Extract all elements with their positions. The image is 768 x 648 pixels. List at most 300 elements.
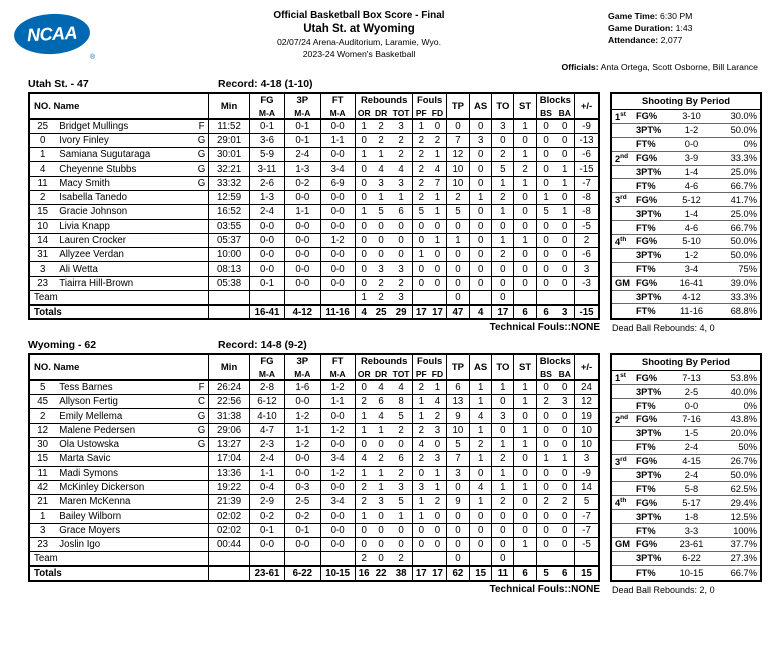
shooting-title: Shooting By Period	[612, 355, 760, 371]
cell-fd: 1	[429, 480, 446, 494]
cell-fd: 0	[429, 119, 446, 133]
cell-3p: 0-0	[285, 276, 320, 290]
cell-as: 0	[470, 509, 492, 523]
team-section-utah-st	[0, 78, 768, 333]
cell-fg: 2-6	[249, 176, 284, 190]
cell-3p: 1-1	[285, 205, 320, 219]
cell-tp: 0	[446, 552, 469, 566]
cell-ft: 0-0	[320, 438, 355, 452]
header-3p: 3P	[285, 354, 320, 368]
percentage: 53.8%	[730, 372, 757, 383]
made-attempted: 7-13	[682, 372, 701, 383]
cell-dr: 0	[373, 248, 390, 262]
header-st: ST	[514, 93, 536, 119]
made-attempted: 1-8	[684, 511, 699, 522]
header-fg: FG	[249, 93, 284, 107]
cell-to: 3	[492, 409, 514, 423]
cell-no: 25	[29, 119, 55, 133]
row-label: Team	[29, 291, 209, 305]
percentage: 68.8%	[730, 306, 757, 317]
stat-label: FG%	[636, 497, 658, 508]
technical-fouls-line	[28, 584, 600, 595]
cell-tp: 9	[446, 495, 469, 509]
cell-no: 30	[29, 438, 55, 452]
cell-pf: 2	[413, 190, 429, 204]
header-no-name: NO. Name	[34, 100, 80, 112]
cell-plus_minus: -6	[575, 248, 599, 262]
cell-dr: 2	[373, 291, 390, 305]
cell-as: 4	[470, 305, 492, 319]
cell-st: 6	[514, 305, 536, 319]
made-attempted: 16-41	[679, 278, 704, 289]
cell-plus_minus: -6	[575, 148, 599, 162]
cell-fd: 7	[429, 176, 446, 190]
player-row	[29, 509, 599, 523]
cell-fg: 2-3	[249, 438, 284, 452]
cell-plus_minus	[575, 552, 599, 566]
table-header-row	[29, 93, 599, 119]
cell-ft: 1-2	[320, 423, 355, 437]
percentage: 29.4%	[730, 497, 757, 508]
cell-dr: 1	[373, 466, 390, 480]
cell-min: 17:04	[209, 452, 249, 466]
cell-fg: 0-0	[249, 262, 284, 276]
cell-st: 1	[514, 380, 536, 394]
cell-pos: G	[195, 162, 209, 176]
cell-ft: 11-16	[320, 305, 355, 319]
percentage: 33.3%	[730, 153, 757, 164]
cell-bs: 0	[536, 148, 555, 162]
cell-tp: 0	[446, 523, 469, 537]
stat-label: FT%	[636, 139, 656, 150]
cell-fg: 4-10	[249, 409, 284, 423]
cell-min: 02:02	[209, 523, 249, 537]
made-attempted: 3-4	[684, 264, 699, 275]
made-attempted: 1-2	[684, 250, 699, 261]
stat-label: FG%	[636, 278, 658, 289]
cell-fg: 2-4	[249, 452, 284, 466]
cell-st: 1	[514, 538, 536, 552]
cell-fd: 0	[429, 538, 446, 552]
header-fd: FD	[431, 368, 444, 379]
cell-fg: 5-9	[249, 148, 284, 162]
header-no-name: NO. Name	[34, 361, 80, 373]
shooting-row	[612, 263, 760, 277]
cell-tot: 2	[390, 276, 413, 290]
percentage: 25.0%	[730, 208, 757, 219]
cell-pos	[195, 205, 209, 219]
cell-min: 22:56	[209, 395, 249, 409]
cell-ft: 0-0	[320, 262, 355, 276]
cell-or: 1	[355, 409, 372, 423]
cell-as: 1	[470, 395, 492, 409]
period-label: 4th	[615, 497, 627, 509]
cell-min: 33:32	[209, 176, 249, 190]
shooting-row	[612, 152, 760, 166]
cell-min: 16:52	[209, 205, 249, 219]
header-or: OR	[355, 368, 372, 380]
cell-pos	[195, 233, 209, 247]
cell-st	[514, 552, 536, 566]
cell-bs: 0	[536, 538, 555, 552]
cell-plus_minus: -7	[575, 523, 599, 537]
cell-ft: 0-0	[320, 509, 355, 523]
cell-tp: 62	[446, 566, 469, 580]
cell-fg: 0-0	[249, 233, 284, 247]
cell-dr: 2	[373, 276, 390, 290]
made-attempted: 5-8	[684, 483, 699, 494]
cell-tot: 3	[390, 480, 413, 494]
team-row	[29, 552, 599, 566]
cell-st: 1	[514, 423, 536, 437]
cell-plus_minus: -5	[575, 219, 599, 233]
shooting-row	[612, 124, 760, 138]
cell-3p: 0-1	[285, 119, 320, 133]
stat-label: FT%	[636, 264, 656, 275]
period-label: GM	[615, 539, 630, 550]
cell-pf	[413, 552, 429, 566]
made-attempted: 4-12	[682, 292, 701, 303]
cell-or: 2	[355, 495, 372, 509]
cell-pos	[195, 538, 209, 552]
cell-3p: 1-1	[285, 423, 320, 437]
cell-min: 03:55	[209, 219, 249, 233]
cell-plus_minus: -8	[575, 190, 599, 204]
cell-dr: 5	[373, 205, 390, 219]
header-pf: PF	[413, 107, 429, 119]
cell-min: 00:44	[209, 538, 249, 552]
cell-pos	[195, 523, 209, 537]
cell-min: 31:38	[209, 409, 249, 423]
cell-to: 2	[492, 248, 514, 262]
cell-bs: 0	[536, 162, 555, 176]
cell-dr: 0	[373, 233, 390, 247]
cell-pf: 1	[413, 509, 429, 523]
cell-bs: 0	[536, 523, 555, 537]
cell-tp: 7	[446, 452, 469, 466]
cell-min	[209, 552, 249, 566]
cell-tp: 13	[446, 395, 469, 409]
made-attempted: 7-16	[682, 414, 701, 425]
shooting-row	[612, 399, 760, 413]
cell-as	[470, 552, 492, 566]
cell-min: 32:21	[209, 162, 249, 176]
percentage: 66.7%	[730, 567, 757, 578]
stat-label: FG%	[636, 111, 658, 122]
cell-min: 19:22	[209, 480, 249, 494]
cell-name: Samiana Sugutaraga	[55, 148, 194, 162]
cell-or: 0	[355, 523, 372, 537]
player-row	[29, 205, 599, 219]
cell-or: 4	[355, 305, 372, 319]
cell-bs: 0	[536, 423, 555, 437]
cell-pos: C	[195, 395, 209, 409]
player-row	[29, 423, 599, 437]
cell-plus_minus: -9	[575, 466, 599, 480]
cell-tot: 5	[390, 495, 413, 509]
cell-or: 0	[355, 538, 372, 552]
cell-tot: 29	[390, 305, 413, 319]
cell-pf: 17	[413, 305, 429, 319]
cell-or: 0	[355, 190, 372, 204]
cell-or: 0	[355, 133, 372, 147]
cell-tp: 10	[446, 162, 469, 176]
cell-tot: 0	[390, 438, 413, 452]
cell-min: 30:01	[209, 148, 249, 162]
percentage: 33.3%	[730, 292, 757, 303]
team-name-score: Utah St. - 47	[28, 78, 89, 90]
cell-pf: 0	[413, 276, 429, 290]
period-label: 1st	[615, 110, 626, 122]
stat-label: FT%	[636, 306, 656, 317]
percentage: 66.7%	[730, 222, 757, 233]
cell-plus_minus: 14	[575, 480, 599, 494]
shooting-row	[612, 566, 760, 580]
period-label: 2nd	[615, 413, 629, 426]
cell-pos	[195, 219, 209, 233]
cell-no: 11	[29, 176, 55, 190]
cell-tp: 10	[446, 176, 469, 190]
cell-pf: 0	[413, 262, 429, 276]
cell-ba: 3	[555, 305, 574, 319]
cell-3p: 0-0	[285, 538, 320, 552]
cell-ba: 0	[555, 148, 574, 162]
header-dr: DR	[374, 368, 388, 379]
made-attempted: 23-61	[679, 539, 704, 550]
cell-3p	[285, 552, 320, 566]
technical-fouls-value: NONE	[571, 583, 600, 595]
stat-label: 3PT%	[636, 553, 662, 564]
header-min: Min	[209, 93, 249, 119]
stat-label: FT%	[636, 525, 656, 536]
cell-or: 0	[355, 262, 372, 276]
cell-bs: 1	[536, 190, 555, 204]
header-bs: BS	[536, 368, 555, 380]
cell-no: 2	[29, 190, 55, 204]
cell-st: 0	[514, 495, 536, 509]
cell-ft: 1-1	[320, 133, 355, 147]
cell-plus_minus: 15	[575, 566, 599, 580]
cell-or: 0	[355, 162, 372, 176]
cell-fd: 0	[429, 219, 446, 233]
cell-ba	[555, 552, 574, 566]
cell-name: Emily Mellema	[55, 409, 194, 423]
shooting-row	[612, 235, 760, 249]
cell-pf: 0	[413, 523, 429, 537]
cell-fd: 4	[429, 162, 446, 176]
game-time-line	[608, 10, 760, 22]
team-header	[0, 78, 768, 90]
made-attempted: 2-4	[684, 442, 699, 453]
cell-plus_minus: 12	[575, 395, 599, 409]
cell-ft: 0-0	[320, 523, 355, 537]
cell-3p: 0-0	[285, 466, 320, 480]
officials-names: Anta Ortega, Scott Osborne, Bill Larance	[600, 62, 758, 72]
cell-or: 2	[355, 395, 372, 409]
cell-to: 1	[492, 233, 514, 247]
cell-fd: 1	[429, 190, 446, 204]
player-row	[29, 466, 599, 480]
team-record: Record: 14-8 (9-2)	[218, 339, 307, 352]
cell-to: 5	[492, 162, 514, 176]
team-row	[29, 291, 599, 305]
cell-tp: 5	[446, 438, 469, 452]
stat-label: FG%	[636, 194, 658, 205]
cell-dr: 1	[373, 148, 390, 162]
made-attempted: 2-5	[684, 386, 699, 397]
cell-3p: 0-0	[285, 395, 320, 409]
made-attempted: 2-4	[684, 470, 699, 481]
attendance-line	[608, 34, 760, 46]
shooting-row	[612, 510, 760, 524]
cell-pf: 17	[413, 566, 429, 580]
cell-pos: F	[195, 380, 209, 394]
cell-fg	[249, 291, 284, 305]
cell-fd: 2	[429, 495, 446, 509]
cell-tp: 7	[446, 133, 469, 147]
cell-ba: 1	[555, 205, 574, 219]
cell-as: 0	[470, 248, 492, 262]
cell-st: 1	[514, 233, 536, 247]
cell-st: 1	[514, 148, 536, 162]
shooting-row	[612, 110, 760, 124]
shooting-row	[612, 207, 760, 221]
cell-no: 5	[29, 380, 55, 394]
cell-pf	[413, 291, 429, 305]
report-titles	[110, 8, 608, 59]
player-row	[29, 133, 599, 147]
shooting-row	[612, 138, 760, 152]
cell-bs: 0	[536, 509, 555, 523]
cell-pos: G	[195, 133, 209, 147]
cell-min: 02:02	[209, 509, 249, 523]
cell-fd: 0	[429, 438, 446, 452]
player-row	[29, 233, 599, 247]
cell-as: 3	[470, 133, 492, 147]
cell-to: 1	[492, 205, 514, 219]
player-row	[29, 480, 599, 494]
cell-dr: 1	[373, 190, 390, 204]
shooting-by-period-box	[610, 353, 762, 581]
cell-pf: 0	[413, 219, 429, 233]
cell-as: 0	[470, 538, 492, 552]
cell-st: 1	[514, 176, 536, 190]
cell-fd: 0	[429, 276, 446, 290]
cell-bs: 0	[536, 438, 555, 452]
header-blocks: Blocks	[536, 93, 574, 107]
shooting-sidebar	[610, 353, 762, 594]
period-label: 2nd	[615, 152, 629, 164]
cell-bs: 0	[536, 466, 555, 480]
cell-pos	[195, 466, 209, 480]
stat-label: FG%	[636, 153, 658, 164]
cell-as: 1	[470, 380, 492, 394]
cell-tp: 9	[446, 409, 469, 423]
period-label: 4th	[615, 235, 627, 247]
cell-ba	[555, 291, 574, 305]
cell-bs: 2	[536, 495, 555, 509]
header-blocks: Blocks	[536, 354, 574, 368]
cell-3p: 0-0	[285, 262, 320, 276]
cell-name: Bailey Wilborn	[55, 509, 194, 523]
cell-fg: 4-7	[249, 423, 284, 437]
cell-pf: 2	[413, 133, 429, 147]
player-row	[29, 380, 599, 394]
cell-as: 1	[470, 495, 492, 509]
shooting-sidebar	[610, 92, 762, 333]
cell-pos: G	[195, 176, 209, 190]
cell-as	[470, 291, 492, 305]
cell-tot: 0	[390, 219, 413, 233]
cell-tp: 5	[446, 205, 469, 219]
cell-bs: 2	[536, 395, 555, 409]
cell-ft: 0-0	[320, 480, 355, 494]
cell-tot: 3	[390, 291, 413, 305]
ncaa-logo-disc	[13, 12, 91, 56]
cell-tot: 0	[390, 523, 413, 537]
cell-to: 0	[492, 276, 514, 290]
cell-ft: 0-0	[320, 248, 355, 262]
cell-fg: 0-0	[249, 538, 284, 552]
header-fd: FD	[431, 107, 444, 118]
cell-ft: 0-0	[320, 219, 355, 233]
cell-as: 0	[470, 219, 492, 233]
cell-fg: 0-0	[249, 219, 284, 233]
shooting-row	[612, 427, 760, 441]
cell-to: 0	[492, 395, 514, 409]
percentage: 40.0%	[730, 386, 757, 397]
cell-3p: 0-0	[285, 248, 320, 262]
shooting-row	[612, 277, 760, 291]
cell-min: 05:37	[209, 233, 249, 247]
stat-label: FG%	[636, 372, 658, 383]
cell-3p: 0-0	[285, 452, 320, 466]
cell-pos	[195, 480, 209, 494]
cell-bs: 0	[536, 233, 555, 247]
cell-3p: 0-1	[285, 523, 320, 537]
cell-tp: 1	[446, 233, 469, 247]
cell-tp: 0	[446, 538, 469, 552]
team-name-score: Wyoming - 62	[28, 339, 97, 352]
cell-plus_minus: 2	[575, 233, 599, 247]
cell-as: 2	[470, 438, 492, 452]
cell-no: 4	[29, 162, 55, 176]
cell-name: Macy Smith	[55, 176, 194, 190]
cell-min: 10:00	[209, 248, 249, 262]
cell-no: 23	[29, 276, 55, 290]
cell-no: 23	[29, 538, 55, 552]
cell-pf: 0	[413, 538, 429, 552]
cell-or: 0	[355, 248, 372, 262]
cell-name: Ola Ustowska	[55, 438, 194, 452]
made-attempted: 1-5	[684, 428, 699, 439]
cell-name: Grace Moyers	[55, 523, 194, 537]
header-fouls: Fouls	[413, 354, 446, 368]
cell-fg: 0-0	[249, 248, 284, 262]
period-label: GM	[615, 278, 630, 289]
cell-tot: 4	[390, 162, 413, 176]
cell-tot: 2	[390, 133, 413, 147]
cell-name: McKinley Dickerson	[55, 480, 194, 494]
cell-min: 13:27	[209, 438, 249, 452]
cell-fg	[249, 552, 284, 566]
cell-as: 0	[470, 148, 492, 162]
cell-tot: 6	[390, 205, 413, 219]
game-duration-line	[608, 22, 760, 34]
cell-tp: 0	[446, 291, 469, 305]
header-rebounds: Rebounds	[355, 93, 413, 107]
cell-to: 1	[492, 480, 514, 494]
